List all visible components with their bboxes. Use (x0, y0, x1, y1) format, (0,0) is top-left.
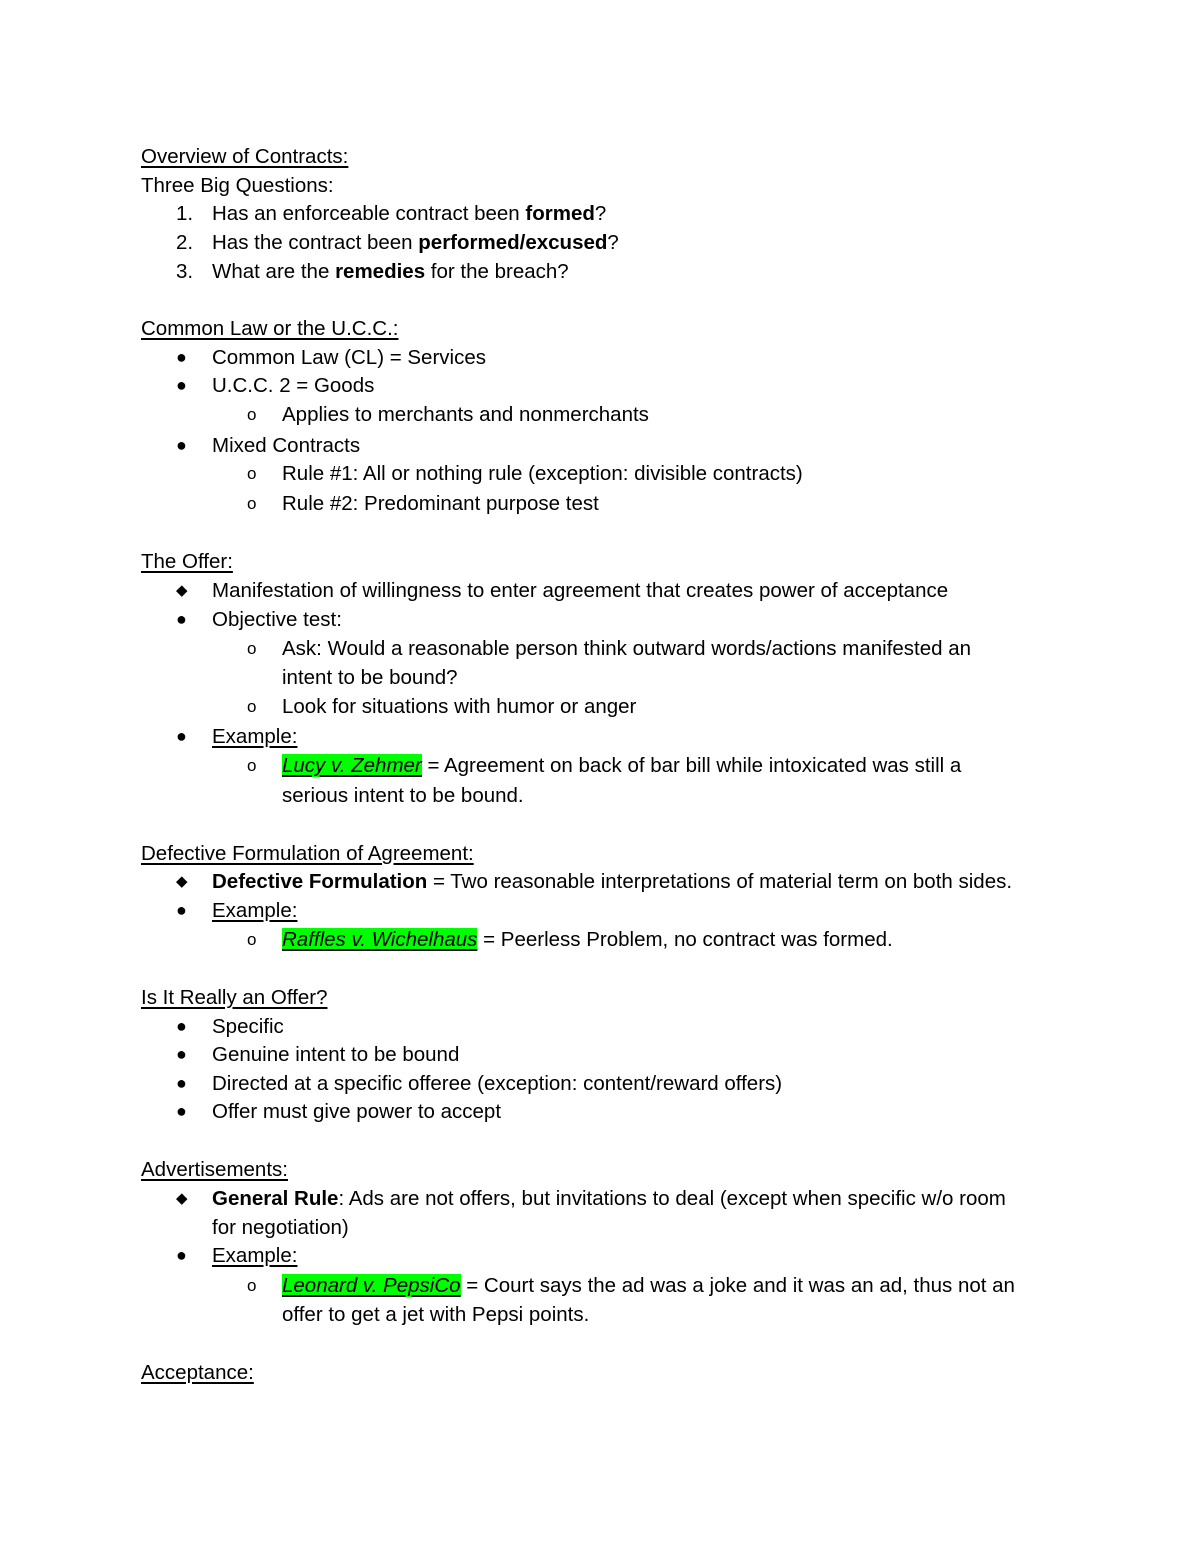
list-item: Mixed Contracts (212, 434, 361, 457)
diamond-bullet-icon: ◆ (176, 582, 188, 599)
sub-list-item: Look for situations with humor or anger (282, 695, 637, 718)
sub-bullet-icon: o (247, 756, 257, 775)
list-item: Defective Formulation = Two reasonable interpretations of material term on both sides. (212, 870, 1013, 893)
sub-bullet-icon: o (247, 930, 257, 949)
list-item: Genuine intent to be bound (212, 1043, 460, 1066)
sub-bullet-icon: o (247, 464, 257, 483)
bullet-icon: ● (176, 609, 187, 629)
sub-list-item: Ask: Would a reasonable person think outward words/actions manifested an (282, 637, 972, 660)
sub-list-item: Rule #2: Predominant purpose test (282, 492, 599, 515)
case-example: Raffles v. Wichelhaus = Peerless Problem, no contract was formed. (282, 928, 893, 951)
overview-intro: Three Big Questions: (141, 174, 334, 197)
case-name-highlight: Lucy v. Zehmer (282, 754, 422, 777)
bullet-icon: ● (176, 1245, 187, 1265)
section-heading-really-offer: Is It Really an Offer? (141, 986, 328, 1009)
example-label: Example: (212, 899, 298, 922)
section-heading-defective: Defective Formulation of Agreement: (141, 842, 474, 865)
sub-bullet-icon: o (247, 1276, 257, 1295)
case-example: Leonard v. PepsiCo = Court says the ad was a joke and it was an ad, thus not an (282, 1274, 1015, 1297)
list-number: 1. (176, 202, 194, 225)
section-heading-offer: The Offer: (141, 550, 233, 573)
case-name-highlight: Raffles v. Wichelhaus (282, 928, 478, 951)
sub-bullet-icon: o (247, 405, 257, 424)
bullet-icon: ● (176, 1073, 187, 1093)
list-item: General Rule: Ads are not offers, but invitations to deal (except when specific w/o room (212, 1187, 1006, 1210)
list-item: Has the contract been performed/excused? (212, 231, 619, 254)
sub-list-item: Applies to merchants and nonmerchants (282, 403, 649, 426)
bullet-icon: ● (176, 347, 187, 367)
list-item: Has an enforceable contract been formed? (212, 202, 607, 225)
list-number: 3. (176, 260, 194, 283)
section-heading-overview: Overview of Contracts: (141, 145, 349, 168)
example-label: Example: (212, 1244, 298, 1267)
example-label: Example: (212, 725, 298, 748)
diamond-bullet-icon: ◆ (176, 873, 188, 890)
sub-bullet-icon: o (247, 639, 257, 658)
list-item: Common Law (CL) = Services (212, 346, 486, 369)
sub-bullet-icon: o (247, 697, 257, 716)
bullet-icon: ● (176, 375, 187, 395)
bullet-icon: ● (176, 435, 187, 455)
list-item: Directed at a specific offeree (exception: content/reward offers) (212, 1072, 783, 1095)
list-item: Manifestation of willingness to enter agreement that creates power of acceptance (212, 579, 949, 602)
diamond-bullet-icon: ◆ (176, 1190, 188, 1207)
bullet-icon: ● (176, 726, 187, 746)
sub-bullet-icon: o (247, 494, 257, 513)
list-item-continuation: for negotiation) (212, 1216, 349, 1239)
list-item: What are the remedies for the breach? (212, 260, 569, 283)
case-example-continuation: offer to get a jet with Pepsi points. (282, 1303, 590, 1326)
case-name-highlight: Leonard v. PepsiCo (282, 1274, 461, 1297)
case-example-continuation: serious intent to be bound. (282, 784, 524, 807)
section-heading-ads: Advertisements: (141, 1158, 288, 1181)
section-heading-common-law: Common Law or the U.C.C.: (141, 317, 399, 340)
list-item: Objective test: (212, 608, 342, 631)
bullet-icon: ● (176, 1016, 187, 1036)
section-heading-acceptance: Acceptance: (141, 1361, 254, 1384)
sub-list-item: Rule #1: All or nothing rule (exception: divisible contracts) (282, 462, 803, 485)
list-number: 2. (176, 231, 194, 254)
list-item: U.C.C. 2 = Goods (212, 374, 375, 397)
bullet-icon: ● (176, 900, 187, 920)
bullet-icon: ● (176, 1101, 187, 1121)
bullet-icon: ● (176, 1044, 187, 1064)
list-item: Offer must give power to accept (212, 1100, 502, 1123)
case-example: Lucy v. Zehmer = Agreement on back of bar bill while intoxicated was still a (282, 754, 962, 777)
list-item: Specific (212, 1015, 284, 1038)
sub-list-item-continuation: intent to be bound? (282, 666, 458, 689)
